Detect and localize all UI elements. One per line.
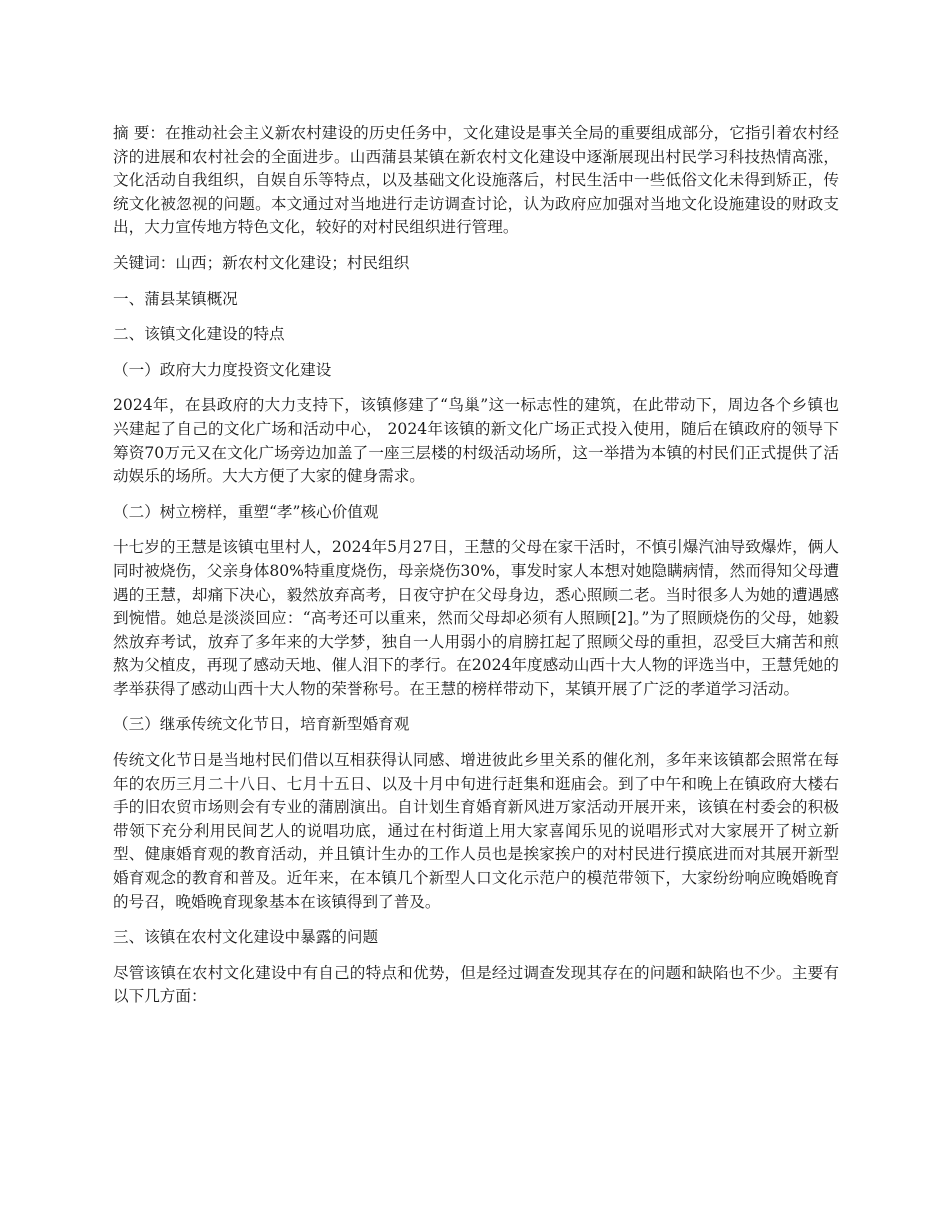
section-heading-2: 二、该镇文化建设的特点: [113, 325, 285, 344]
body-paragraph-3: 传统文化节日是当地村民们借以互相获得认同感、增进彼此乡里关系的催化剂，多年来该镇都会照常在每年的农历三月二十八日、七月十五日、以及十月中旬进行赶集和逛庙会。到了中午和晚上在镇政府大楼右手的旧农贸市场则会有专业的蒲剧演出。自计划生育婚育新风进万家活动开展开来，该镇在村委会的积极带领下充分利用民间艺人的说唱功底，通过在村街道上用大家喜闻乐见的说唱形式对大家展开了树立新型、健康婚育观的教育活动，并且镇计生办的工作人员也是挨家挨户的对村民进行摸底进而对其展开新型婚育观念的教育和普及。近年来，在本镇几个新型人口文化示范户的模范带领下，大家纷纷响应晚婚晚育的号召，晚婚晚育现象基本在该镇得到了普及。: [113, 751, 839, 911]
abstract-paragraph: 摘 要：在推动社会主义新农村建设的历史任务中，文化建设是事关全局的重要组成部分，它指引着农村经济的进展和农村社会的全面进步。山西蒲县某镇在新农村文化建设中逐渐展现出村民学习科技热情高涨，文化活动自我组织，自娱自乐等特点，以及基础文化设施落后，村民生活中一些低俗文化未得到矫正，传统文化被忽视的问题。本文通过对当地进行走访调查讨论，认为政府应加强对当地文化设施建设的财政支出，大力宣传地方特色文化，较好的对村民组织进行管理。: [113, 124, 839, 237]
body-paragraph-1: 2024年，在县政府的大力支持下，该镇修建了“鸟巢”这一标志性的建筑，在此带动下，周边各个乡镇也兴建起了自己的文化广场和活动中心， 2024年该镇的新文化广场正式投入使用，随后在镇政府的领导下筹资70万元又在文化广场旁边加盖了一座三层楼的村级活动场所，这一举措为本镇的村民们正式提供了活动娱乐的场所。大大方便了大家的健身需求。: [113, 396, 839, 486]
subsection-heading-1: （一）政府大力度投资文化建设: [113, 360, 332, 379]
body-paragraph-2: 十七岁的王慧是该镇屯里村人，2024年5月27日，王慧的父母在家干活时，不慎引爆汽油导致爆炸，俩人同时被烧伤，父亲身体80%特重度烧伤，母亲烧伤30%，事发时家人本想对她隐瞒病情，然而得知父母遭遇的王慧，却痛下决心，毅然放弃高考，日夜守护在父母身边，悉心照顾二老。当时很多人为她的遭遇感到惋惜。她总是淡淡回应：“高考还可以重来，然而父母却必须有人照顾[2]。”为了照顾烧伤的父母，她毅然放弃考试，放弃了多年来的大学梦，独自一人用弱小的肩膀扛起了照顾父母的重担，忍受巨大痛苦和煎熬为父植皮，再现了感动天地、催人泪下的孝行。在2024年度感动山西十大人物的评选当中，王慧凭她的孝举获得了感动山西十大人物的荣誉称号。在王慧的榜样带动下，某镇开展了广泛的孝道学习活动。: [113, 538, 839, 698]
section-heading-1: 一、蒲县某镇概况: [113, 289, 238, 308]
document-page: [113, 122, 839, 1021]
body-paragraph-4: 尽管该镇在农村文化建设中有自己的特点和优势，但是经过调查发现其存在的问题和缺陷也不少。主要有以下几方面：: [113, 963, 839, 1006]
subsection-heading-3: （三）继承传统文化节日，培育新型婚育观: [113, 715, 410, 734]
keywords-line: 关键词：山西；新农村文化建设；村民组织: [113, 253, 410, 272]
subsection-heading-2: （二）树立榜样，重塑“孝”核心价值观: [113, 502, 379, 521]
section-heading-3: 三、该镇在农村文化建设中暴露的问题: [113, 928, 379, 947]
